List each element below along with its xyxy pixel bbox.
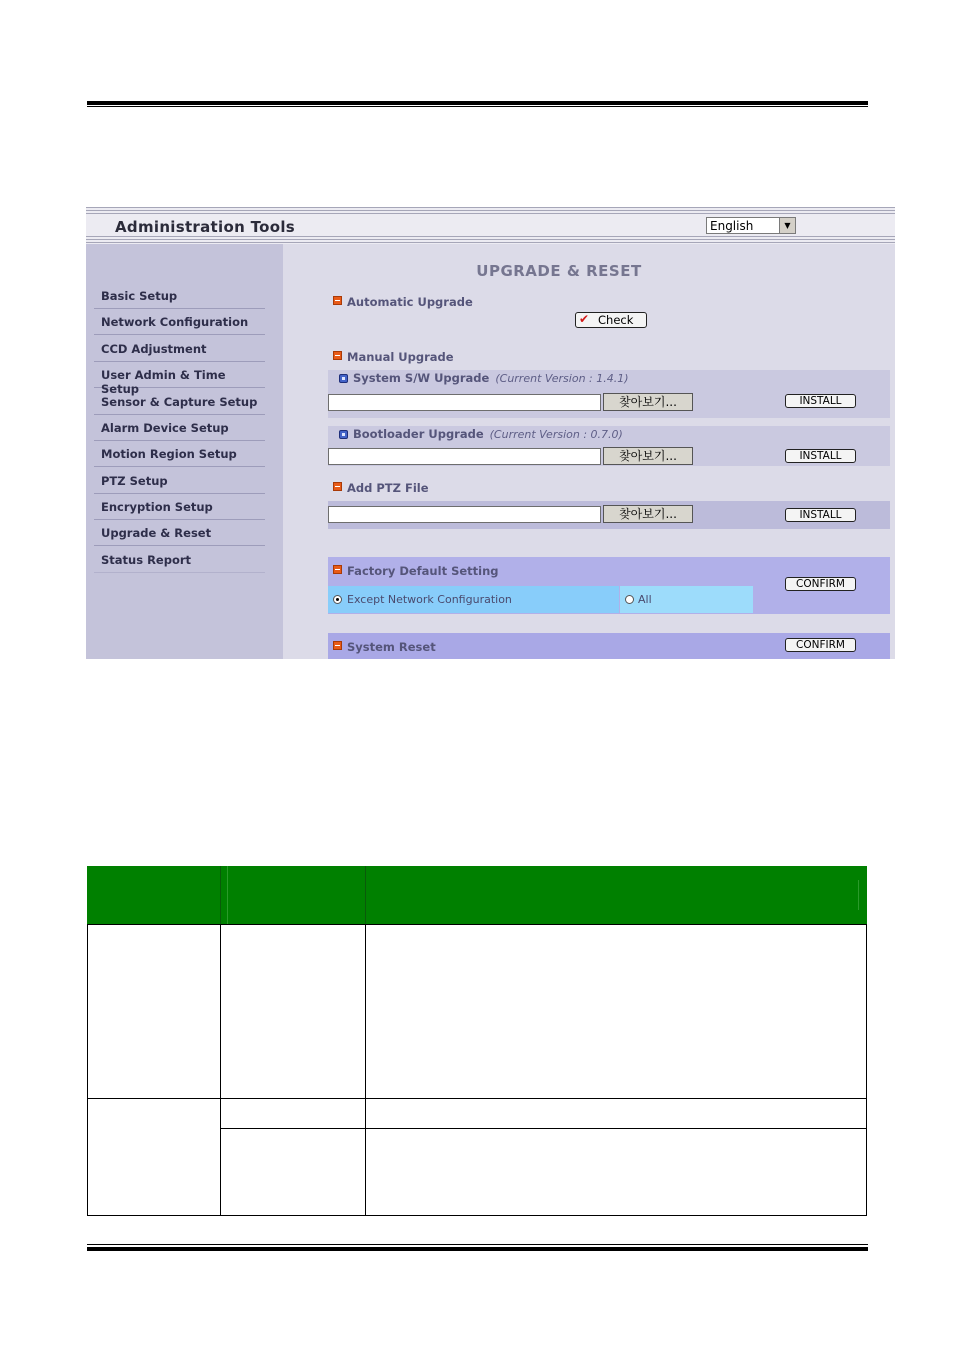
manual-upgrade-label: Manual Upgrade [347, 350, 454, 364]
main-panel [283, 244, 895, 659]
chevron-down-icon[interactable]: ▼ [779, 218, 795, 233]
check-button[interactable]: ✔ Check [575, 312, 647, 328]
system-sw-upgrade-label: System S/W Upgrade (Current Version : 1.4.1) [353, 371, 629, 385]
sidebar-item-sensor-capture-setup[interactable]: Sensor & Capture Setup [94, 389, 265, 415]
orange-bullet-icon [333, 565, 342, 574]
page-title: UPGRADE & RESET [476, 262, 642, 280]
bootloader-upgrade-label: Bootloader Upgrade (Current Version : 0.7.0) [353, 427, 623, 441]
ptz-file-input[interactable] [328, 506, 601, 523]
bootloader-version: (Current Version : 0.7.0) [489, 428, 623, 441]
factory-default-label: Factory Default Setting [347, 564, 499, 578]
all-radio[interactable] [625, 595, 634, 604]
automatic-upgrade-label: Automatic Upgrade [347, 295, 473, 309]
table-header [87, 866, 867, 924]
admin-title: Administration Tools [115, 218, 299, 236]
bootloader-browse-button[interactable]: 찾아보기... [603, 447, 693, 465]
language-select[interactable] [706, 217, 796, 234]
table-row [220, 1128, 867, 1129]
table-border [220, 924, 221, 1216]
page-bottom-rule [87, 1247, 868, 1251]
orange-bullet-icon [333, 482, 342, 491]
system-install-button[interactable]: INSTALL [785, 394, 856, 408]
bootloader-file-input[interactable] [328, 448, 601, 465]
table-header-divider [365, 866, 366, 924]
language-value: English [710, 219, 754, 233]
table-border [87, 1215, 867, 1216]
page-top-rule [87, 101, 868, 105]
all-label: All [638, 593, 652, 606]
system-reset-label: System Reset [347, 640, 436, 654]
ptz-install-button[interactable]: INSTALL [785, 508, 856, 522]
sidebar-item-status-report[interactable]: Status Report [94, 547, 265, 573]
table-border [87, 924, 867, 925]
sidebar-item-basic-setup[interactable]: Basic Setup [94, 283, 265, 309]
sidebar-item-user-admin-time-setup[interactable]: User Admin & Time Setup [94, 362, 265, 388]
except-network-radio[interactable] [333, 595, 342, 604]
admin-header [86, 207, 895, 244]
sidebar [86, 244, 283, 659]
table-row [87, 1098, 867, 1099]
admin-tools-screenshot [86, 207, 895, 659]
sidebar-item-upgrade-reset[interactable]: Upgrade & Reset [94, 520, 265, 546]
orange-bullet-icon [333, 296, 342, 305]
table-border [87, 924, 88, 1216]
sidebar-item-alarm-device-setup[interactable]: Alarm Device Setup [94, 415, 265, 441]
except-network-label: Except Network Configuration [347, 593, 512, 606]
table-header-divider [220, 866, 221, 924]
system-browse-button[interactable]: 찾아보기... [603, 393, 693, 411]
orange-bullet-icon [333, 641, 342, 650]
blue-bullet-icon [339, 430, 348, 439]
table-header-divider [858, 880, 859, 910]
orange-bullet-icon [333, 351, 342, 360]
system-reset-confirm-button[interactable]: CONFIRM [785, 638, 856, 652]
bootloader-install-button[interactable]: INSTALL [785, 449, 856, 463]
sidebar-item-ccd-adjustment[interactable]: CCD Adjustment [94, 336, 265, 362]
sidebar-item-ptz-setup[interactable]: PTZ Setup [94, 468, 265, 494]
page-top-rule-thin [87, 106, 868, 107]
blue-bullet-icon [339, 374, 348, 383]
ptz-browse-button[interactable]: 찾아보기... [603, 505, 693, 523]
checkmark-icon: ✔ [579, 312, 590, 326]
sidebar-item-motion-region-setup[interactable]: Motion Region Setup [94, 441, 265, 467]
sidebar-item-network-configuration[interactable]: Network Configuration [94, 309, 265, 335]
table-border [365, 924, 366, 1216]
page-bottom-rule-thin [87, 1244, 868, 1245]
add-ptz-file-label: Add PTZ File [347, 481, 429, 495]
factory-default-confirm-button[interactable]: CONFIRM [785, 577, 856, 591]
table-header-divider [227, 866, 228, 924]
system-file-input[interactable] [328, 394, 601, 411]
system-version: (Current Version : 1.4.1) [495, 372, 629, 385]
table-border [866, 924, 867, 1216]
sidebar-item-encryption-setup[interactable]: Encryption Setup [94, 494, 265, 520]
